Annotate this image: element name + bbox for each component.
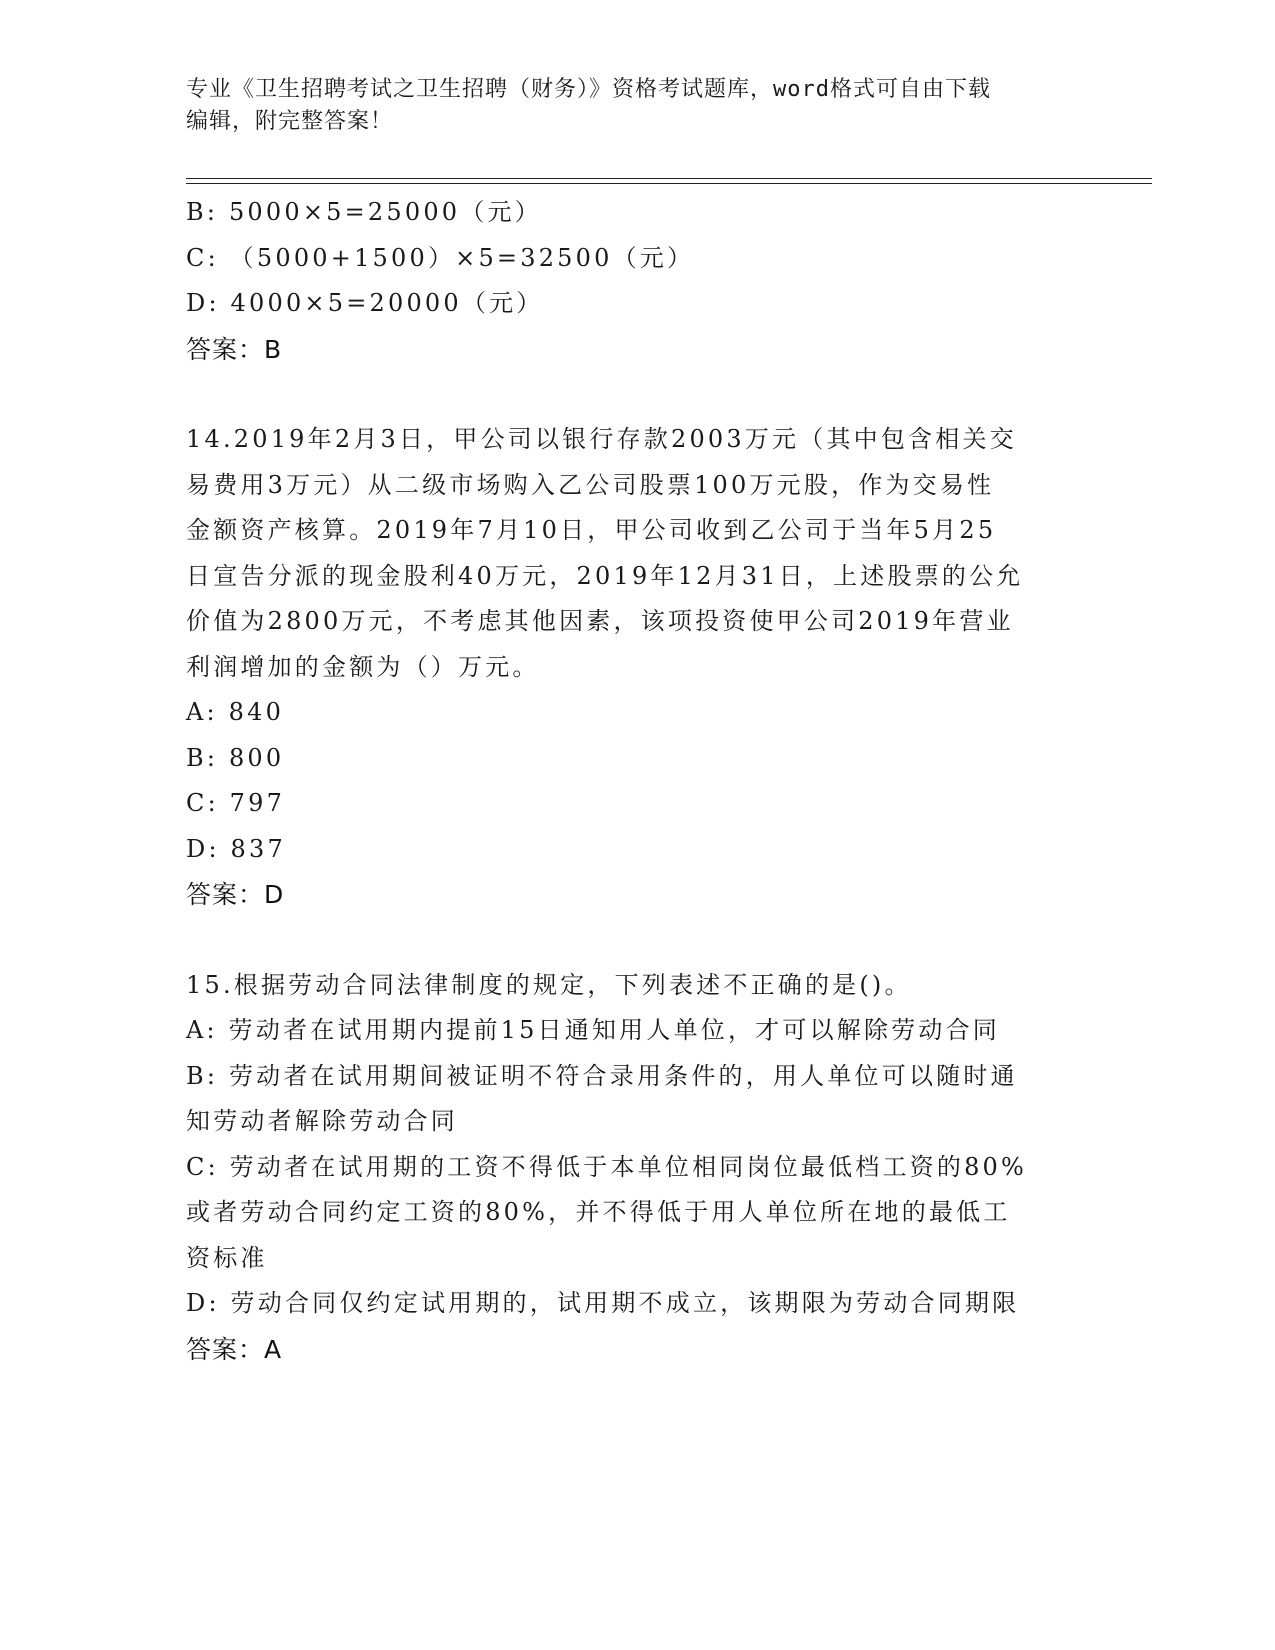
q14-option-a: A: 840 <box>186 698 285 726</box>
question-15 <box>186 963 1086 1373</box>
q15-option-c-line: 或者劳动合同约定工资的80%，并不得低于用人单位所在地的最低工 <box>186 1198 1011 1226</box>
q13-option-d: D: 4000×5=20000（元） <box>186 289 544 317</box>
q15-option-b-line: B: 劳动者在试用期间被证明不符合录用条件的，用人单位可以随时通 <box>186 1061 1018 1090</box>
q15-option-c-line: C: 劳动者在试用期的工资不得低于本单位相同岗位最低档工资的80% <box>186 1152 1028 1181</box>
q15-option-b-line: 知劳动者解除劳动合同 <box>186 1107 458 1135</box>
header-line-1: 专业《卫生招聘考试之卫生招聘（财务）》资格考试题库，word格式可自由下载 <box>186 77 991 102</box>
q14-stem-line: 利润增加的金额为（）万元。 <box>186 652 540 681</box>
q15-stem: 15.根据劳动合同法律制度的规定，下列表述不正确的是()。 <box>186 970 912 999</box>
q14-stem-line: 易费用3万元）从二级市场购入乙公司股票100万元股，作为交易性 <box>186 470 995 499</box>
q14-option-b: B: 800 <box>186 743 285 772</box>
document-header <box>186 74 1066 138</box>
q14-option-c: C: 797 <box>186 789 286 817</box>
question-content <box>186 190 1086 1372</box>
spacer <box>186 918 1086 963</box>
q15-option-a: A: 劳动者在试用期内提前15日通知用人单位，才可以解除劳动合同 <box>186 1016 1000 1044</box>
q13-option-c: C: （5000+1500）×5=32500（元） <box>186 243 695 272</box>
header-divider-top <box>186 178 1152 179</box>
q13-option-b: B: 5000×5=25000（元） <box>186 198 542 226</box>
header-divider-bottom <box>186 183 1152 184</box>
q14-stem-line: 金额资产核算。2019年7月10日，甲公司收到乙公司于当年5月25 <box>186 516 997 544</box>
q15-option-d: D: 劳动合同仅约定试用期的，试用期不成立，该期限为劳动合同期限 <box>186 1289 1020 1317</box>
q14-stem-line: 日宣告分派的现金股利40万元，2019年12月31日，上述股票的公允 <box>186 561 1024 590</box>
q13-answer: 答案：B <box>186 334 283 364</box>
header-line-2: 编辑，附完整答案！ <box>186 109 394 134</box>
q14-stem-line: 价值为2800万元，不考虑其他因素，该项投资使甲公司2019年营业 <box>186 607 1014 635</box>
question-13 <box>186 190 1086 372</box>
q14-stem-line: 14.2019年2月3日，甲公司以银行存款2003万元（其中包含相关交 <box>186 425 1017 453</box>
q14-answer: 答案：D <box>186 880 285 909</box>
q15-answer: 答案：A <box>186 1334 283 1364</box>
q15-option-c-line: 资标准 <box>186 1243 268 1272</box>
question-14 <box>186 417 1086 918</box>
spacer <box>186 372 1086 417</box>
q14-option-d: D: 837 <box>186 834 286 863</box>
